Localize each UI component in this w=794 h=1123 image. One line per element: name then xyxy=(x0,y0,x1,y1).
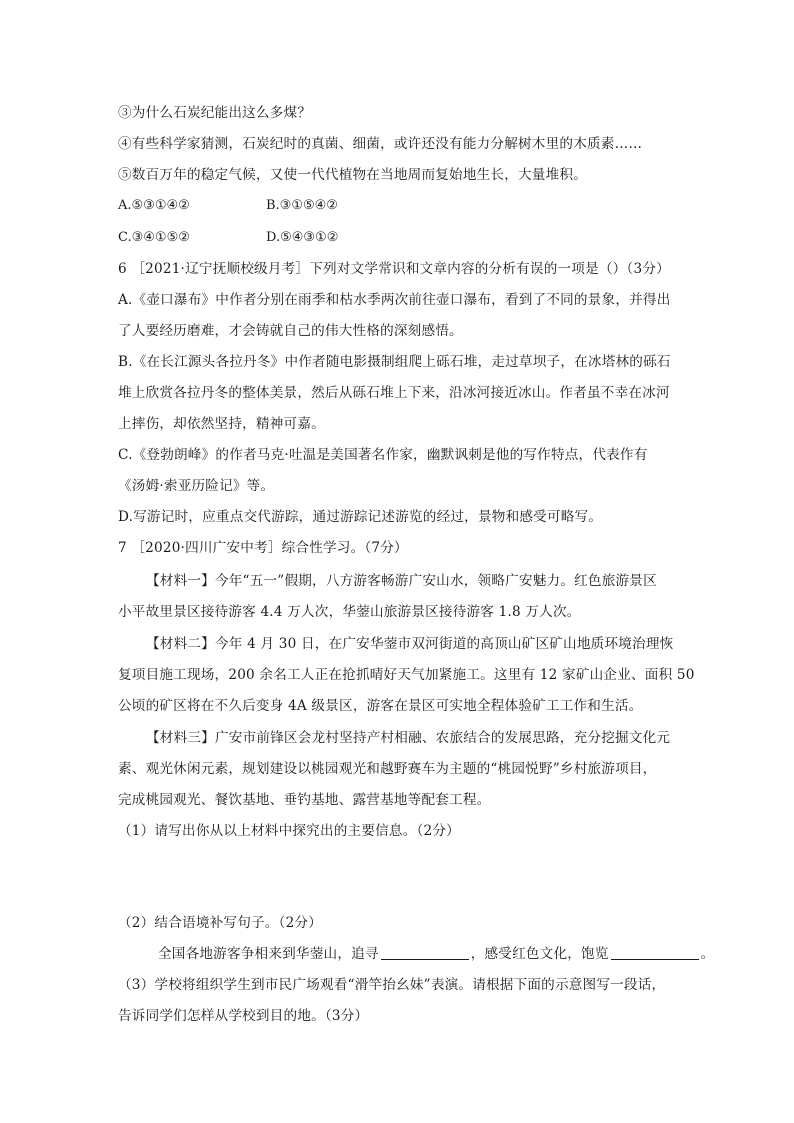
sentence-3: ③为什么石炭纪能出这么多煤？ xyxy=(118,105,312,121)
q5-option-b: B.③①⑤④② xyxy=(266,198,338,213)
q6-option-a-line2: 了人要经历磨难，才会铸就自己的伟大性格的深刻感悟。 xyxy=(118,323,463,339)
fill-text-part-2: ，感受红色文化，饱览 xyxy=(470,946,609,962)
sub-question-1: （1）请写出你从以上材料中探究出的主要信息。（2分） xyxy=(118,823,460,839)
material-2-line2: 复项目施工现场，200 余名工人正在抢抓晴好天气加紧施工。这里有 12 家矿山企业、面积 50 xyxy=(118,667,695,683)
q7-stem: 7 ［2020·四川广安中考］综合性学习。（7分） xyxy=(118,540,408,556)
q6-option-b-line2: 堆上欣赏各拉丹冬的整体美景，然后从砾石堆上下来，沿冰河接近冰山。作者虽不幸在冰河 xyxy=(118,385,670,401)
answer-blank-1[interactable] xyxy=(381,945,469,960)
answer-blank-2[interactable] xyxy=(611,945,699,960)
sub-question-2: （2）结合语境补写句子。（2分） xyxy=(118,915,323,931)
q5-option-d: D.⑤④③①② xyxy=(266,230,339,245)
material-3-line2: 素、观光休闲元素，规划建设以桃园观光和越野赛车为主题的“桃园悦野”乡村旅游项目， xyxy=(118,761,657,777)
q6-option-d-line1: D.写游记时，应重点交代游踪，通过游踪记述游览的经过，景物和感受可略写。 xyxy=(118,509,603,525)
material-3-line1: 【材料三】广安市前锋区会龙村坚持产村相融、农旅结合的发展思路，充分挖掘文化元 xyxy=(146,730,671,746)
q6-option-b-line1: B.《在长江源头各拉丹冬》中作者随电影摄制组爬上砾石堆，走过草坝子，在冰塔林的砾石 xyxy=(118,354,671,370)
sentence-5: ⑤数百万年的稳定气候，又使一代代植物在当地周而复始地生长，大量堆积。 xyxy=(118,167,587,183)
fill-text-part-1: 全国各地游客争相来到华蓥山，追寻 xyxy=(158,946,379,962)
fill-text-part-3: 。 xyxy=(700,946,715,962)
material-2-line3: 公顷的矿区将在不久后变身 4A 级景区，游客在景区可实地全程体验矿工工作和生活。 xyxy=(118,698,643,714)
sub-question-3-line1: （3）学校将组织学生到市民广场观看“滑竿抬幺妹”表演。请根据下面的示意图写一段话， xyxy=(118,977,666,993)
sentence-4: ④有些科学家猜测，石炭纪时的真菌、细菌，或许还没有能力分解树木里的木质素…… xyxy=(118,136,643,152)
q5-option-c: C.③④①⑤② xyxy=(118,230,190,245)
sub-question-3-line2: 告诉同学们怎样从学校到目的地。（3分） xyxy=(118,1008,369,1024)
q6-option-a-line1: A.《壶口瀑布》中作者分别在雨季和枯水季两次前往壶口瀑布，看到了不同的景象，并得出 xyxy=(118,292,671,308)
q6-stem: 6 ［2021·辽宁抚顺校级月考］下列对文学常识和文章内容的分析有误的一项是（）（3分） xyxy=(118,261,670,277)
fill-in-sentence xyxy=(158,943,715,965)
q5-option-a: A.⑤③①④② xyxy=(118,198,190,213)
q6-option-c-line2: 《汤姆·索亚历险记》等。 xyxy=(118,478,275,494)
material-3-line3: 完成桃园观光、餐饮基地、垂钓基地、露营基地等配套工程。 xyxy=(118,792,491,808)
q6-option-c-line1: C.《登勃朗峰》的作者马克·吐温是美国著名作家，幽默讽刺是他的写作特点，代表作有 xyxy=(118,447,648,463)
q6-option-b-line3: 上摔伤，却依然坚持，精神可嘉。 xyxy=(118,416,325,432)
material-1-line2: 小平故里景区接待游客 4.4 万人次，华蓥山旅游景区接待游客 1.8 万人次。 xyxy=(118,604,581,620)
material-1-line1: 【材料一】今年“五一”假期，八方游客畅游广安山水，领略广安魅力。红色旅游景区 xyxy=(146,573,657,589)
material-2-line1: 【材料二】今年 4 月 30 日，在广安华蓥市双河街道的高顶山矿区矿山地质环境治理恢 xyxy=(146,636,674,652)
